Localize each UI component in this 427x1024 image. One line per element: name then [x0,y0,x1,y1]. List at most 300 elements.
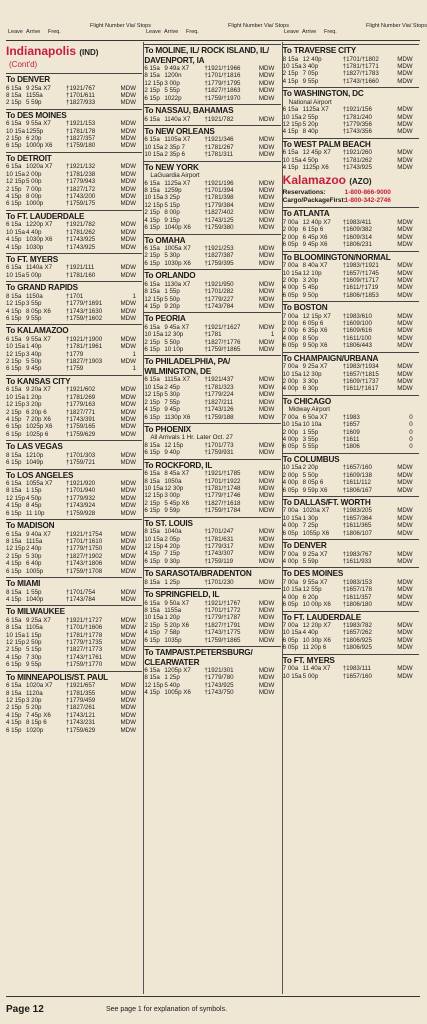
via-stops: MDW [397,113,413,121]
leave-time: 2 15p [144,398,160,406]
leave-time: 4 00p [282,334,299,342]
frequency [182,528,204,535]
arrive-time: 1049p [26,459,44,467]
frequency [44,128,66,135]
frequency [182,607,204,614]
schedule-row [144,682,280,689]
frequency [182,136,204,143]
arrive-time: 1020a X7 [302,507,330,515]
destination-block [6,253,142,279]
arrive-time: 1105a X7 [164,136,191,144]
arrive-time: 1105a [26,624,43,632]
frequency [44,510,66,517]
leave-time: 6 15p [6,567,22,575]
schedule-row [144,72,280,79]
flight-number: †1657/†1745 [342,269,379,277]
schedule-row [144,346,280,353]
schedule-columns [6,42,420,994]
flight-number: †1827/211 [204,398,234,406]
schedule-column [283,42,420,994]
via-stops: MDW [258,485,275,493]
frequency [182,151,204,158]
arrive-time: 3 20p [26,401,42,409]
arrive-time: 9 20p [164,302,180,310]
arrive-time: 1050a [164,477,182,485]
arrive-time: 1020a X7 [26,682,53,690]
via-stops: MDW [258,499,275,507]
leave-time: 2 15p [6,358,22,366]
leave-time: 6 15a [6,120,22,128]
schedule-row [283,601,419,608]
schedule-row [144,414,280,421]
arrive-time: 5 20p [302,120,319,128]
via-stops: MDW [120,682,136,690]
schedule-row [144,281,280,288]
schedule-row [6,531,142,538]
flight-number: †1781/178 [66,127,96,135]
leave-time: 10 15a [282,269,302,277]
arrive-time: 1130p X6 [164,413,191,421]
leave-time: 8 15a [144,441,160,449]
via-stops: MDW [120,711,136,719]
frequency [44,661,66,668]
destination-name: To KALAMAZOO [6,326,69,336]
via-stops: 1 [132,292,136,300]
header-arrive: Arrive [302,29,317,35]
destination-block [6,577,142,603]
frequency [182,303,204,310]
arrive-time: 1259p [164,187,182,195]
flight-number: †1983/767 [342,550,372,558]
schedule-row [6,221,142,228]
schedule-row [6,553,142,560]
flight-number: †1611/357 [342,593,372,601]
arrive-time: 9 55p [302,77,319,85]
via-stops: MDW [258,72,275,80]
leave-time: 8 15a [282,55,299,63]
flight-number: †1779/224 [204,391,234,399]
leave-time: 4 15p [144,550,160,558]
arrive-time: 9 25a X7 [26,616,51,624]
flight-number: †1781/†1961 [66,343,103,351]
via-stops: MDW [397,218,413,226]
via-stops: MDW [258,216,275,224]
leave-time: 6 05p [282,644,299,652]
flight-number: †1611/†1617 [342,385,379,393]
leave-time: 8 15a [6,537,22,545]
flight-number: †1743/†1761 [66,653,103,661]
flight-number: †1701/230 [204,578,234,586]
via-stops: MDW [120,459,136,467]
arrive-time: 6 35p X6 [302,327,328,335]
destination-name: To CHICAGO [282,396,331,406]
frequency [182,507,204,514]
destination-block [6,281,142,322]
destination-name: To FT. LAUDERDALE [6,211,85,221]
via-stops: MDW [120,689,136,697]
via-stops: 0 [409,421,413,429]
arrive-time: 1 55p [302,428,319,436]
schedule-row [6,639,142,646]
schedule-row [6,560,142,567]
flight-number: †1743/925 [204,681,234,689]
destination-name: To ST. LOUIS [144,518,193,528]
via-stops: MDW [120,99,136,107]
frequency [44,502,66,509]
via-stops: MDW [120,537,136,545]
flight-number: †1779/356 [342,120,372,128]
schedule-row [283,262,419,269]
frequency [321,363,343,370]
arrive-time: 3 40p [26,350,42,358]
flight-number: †1743/†1775 [204,629,241,637]
leave-time: 6 05p [282,529,299,537]
schedule-row [6,272,142,279]
frequency [182,614,204,621]
flight-number: †1743/231 [66,719,96,727]
flight-number: †1609/616 [342,327,372,335]
via-stops: MDW [120,135,136,143]
via-stops: MDW [397,377,413,385]
leave-time: 4 15p [144,406,160,414]
arrive-time: 9 30p [164,557,180,565]
via-stops: MDW [120,560,136,568]
schedule-row [6,178,142,185]
header-leave: Leave [284,29,299,35]
via-stops: 0 [409,436,413,443]
destination-note: LaGuardia Airport [150,172,200,180]
via-stops: MDW [397,55,413,63]
frequency [44,236,66,243]
leave-time: 4 15p [144,689,160,697]
frequency [321,371,343,378]
destination-name: To DES MOINES [282,569,344,579]
frequency [321,601,343,608]
via-stops: MDW [397,342,413,350]
schedule-row [6,480,142,487]
frequency [44,719,66,726]
leave-time: 6 05p [282,486,299,494]
frequency [182,558,204,565]
schedule-row [283,414,419,421]
leave-time: 10 15a [282,370,302,378]
flight-number: †1779/163 [66,401,96,409]
flight-number: †1806/925 [342,636,372,644]
frequency [182,478,204,485]
destination-block [283,539,419,565]
leave-time: 8 15a [6,91,22,99]
frequency [182,331,204,338]
arrive-time: 3 20p [26,696,42,704]
arrive-time: 1150a [26,292,43,300]
flight-number: †1983/205 [342,507,372,515]
arrive-time: 5 20p [26,704,42,712]
arrive-time: 8 45p [26,502,42,510]
schedule-row [283,234,419,241]
leave-time: 2 15p [282,70,299,78]
schedule-row [144,674,280,681]
leave-time: 4 15p [282,128,299,136]
schedule-row [6,423,142,430]
via-stops: MDW [120,335,136,343]
arrive-time: 1115a [26,537,43,545]
frequency [182,224,204,231]
schedule-row [6,409,142,416]
leave-time: 6 15a [144,65,160,72]
destination-block [283,87,419,136]
arrive-time: 3 00p [164,492,180,500]
schedule-row [144,600,280,607]
schedule-row [144,136,280,143]
frequency [44,617,66,624]
destination-block [144,567,280,586]
frequency [182,391,204,398]
schedule-row [6,704,142,711]
frequency [321,558,343,565]
via-stops: MDW [120,142,136,150]
flight-number: †1657/364 [342,514,372,522]
frequency [182,217,204,224]
schedule-row [144,80,280,87]
arrive-time: 1040p [26,595,44,603]
arrive-time: 6 20p [302,593,319,601]
arrive-time: 3 20p [302,276,319,284]
flight-number: †1806/180 [342,601,372,609]
leave-time: 2 15p [144,499,160,507]
destination-block [144,125,280,159]
via-stops: MDW [397,262,413,270]
flight-number: †1743/925 [342,164,372,172]
flight-number: †1743/121 [66,711,96,719]
schedule-row [283,270,419,277]
frequency [182,209,204,216]
via-stops: 0 [409,413,413,421]
schedule-row [283,644,419,651]
arrive-time: 1155a [26,91,43,99]
arrive-time: 1220p X7 [26,221,53,229]
schedule-row [6,171,142,178]
frequency [44,538,66,545]
flight-number: †1743/784 [66,595,96,603]
arrive-time: 9 55a X7 [26,335,51,343]
arrive-time: 5 59p [26,99,42,107]
arrive-time: 3 40p [302,62,319,70]
frequency [321,56,343,63]
frequency [321,579,343,586]
leave-time: 12 15p [6,696,25,704]
schedule-row [6,727,142,734]
flight-number: †1779/317 [204,542,234,550]
leave-time: 4 00p [282,557,299,565]
flight-number: †1779/384 [204,201,234,209]
arrive-time: 1120a [26,689,43,697]
leave-time: 10 15a [6,631,25,639]
via-stops: MDW [258,209,275,217]
schedule-row [144,303,280,310]
schedule-row [6,142,142,149]
arrive-time: 2 20p [302,464,319,472]
arrive-time: 11 40a X7 [302,665,331,673]
arrive-time: 9 25a X7 [302,550,328,558]
via-stops: MDW [397,284,413,292]
via-stops: MDW [397,665,413,673]
schedule-row [283,371,419,378]
leave-time: 2 15p [6,135,22,143]
via-stops: MDW [397,601,413,609]
schedule-row [6,135,142,142]
arrive-time: 6 05p 6 [302,320,324,328]
flight-number: †1781/238 [66,170,96,178]
arrive-time: 9 45a X7 [164,323,190,331]
arrive-time: 3 55p [302,436,319,443]
flight-number: †1609/314 [342,233,372,241]
schedule-row [6,163,142,170]
flight-number: †1827/†1863 [204,87,241,95]
frequency [44,336,66,343]
frequency [321,637,343,644]
via-stops: MDW [258,143,275,151]
frequency [44,178,66,185]
leave-time: 2 15p [6,704,22,712]
arrive-time: 12 30p [164,485,184,493]
schedule-row [144,151,280,158]
destination-block [6,210,142,251]
flight-number: †1781/262 [342,156,372,164]
destination-block [6,440,142,466]
flight-number: †1827/†1618 [204,499,241,507]
via-stops: 1 [270,331,275,339]
via-stops: MDW [120,624,136,632]
flight-number: †1743/†1630 [66,307,103,315]
arrive-time: 1255p [26,127,44,135]
frequency [182,500,204,507]
schedule-row [144,252,280,259]
frequency [321,629,343,636]
destination-block [6,375,142,438]
flight-number: †1701/754 [66,588,96,596]
frequency [321,429,343,436]
schedule-row [283,128,419,135]
arrive-time: 12 20p X7 [302,622,331,629]
leave-time: 4 00p [282,522,299,530]
via-stops: MDW [258,201,275,209]
frequency [44,682,66,689]
frequency [321,70,343,77]
schedule-row [6,394,142,401]
arrive-time: 4 40p [302,629,319,637]
flight-number: †1609 [342,428,360,436]
schedule-row [144,144,280,151]
schedule-row [6,495,142,502]
flight-number: †1759/†1865 [204,346,241,354]
via-stops: MDW [120,314,136,322]
leave-time: 2 15p [6,552,22,560]
destination-name: To ORLANDO [144,271,196,281]
frequency [321,665,343,672]
via-stops: MDW [397,226,413,234]
frequency [321,234,343,241]
flight-number: †1921/920 [66,480,96,488]
leave-time: 6 15a [144,179,160,187]
schedule-row [6,452,142,459]
schedule-row [283,436,419,443]
frequency [182,72,204,79]
arrive-time: 1022p [164,94,182,102]
schedule-row [283,106,419,113]
leave-time: 10 15a [282,514,302,522]
schedule-row [6,193,142,200]
arrive-time: 9 50p [302,291,319,299]
flight-number: †1827/†1773 [66,646,103,654]
frequency [44,308,66,315]
contact-line [283,189,419,197]
frequency [182,637,204,644]
via-stops: MDW [258,383,275,391]
via-stops: MDW [120,185,136,193]
arrive-time: 12 30p [164,331,184,339]
arrive-time: 9 25a X7 [26,84,51,92]
leave-time: 6 15p [6,459,22,467]
via-stops: MDW [120,530,136,538]
frequency [44,624,66,631]
via-stops: MDW [120,84,136,92]
frequency [321,472,343,479]
via-stops: MDW [397,120,413,128]
flight-number: †1779/932 [66,494,96,502]
arrive-time: 9 50p X6 [302,342,328,350]
schedule-row [6,293,142,300]
schedule-row [283,558,419,565]
frequency [321,487,343,494]
frequency [44,315,66,322]
leave-time: 6 15a [6,221,22,229]
frequency [321,164,343,171]
destination-block [283,496,419,537]
arrive-time: 5 40p [164,681,180,689]
column-header [6,12,151,40]
arrive-time: 6 30p [302,385,319,393]
via-stops: MDW [120,494,136,502]
arrive-time: 7 55p [164,398,180,406]
flight-number: †1806/925 [342,644,372,652]
leave-time: 12 15p [6,401,25,409]
destination-block [283,567,419,608]
destination-name: To DENVER [6,75,50,84]
arrive-time: 5 55p [164,87,180,95]
leave-time: 10 15a [144,151,164,159]
leave-time: 8 15a [144,72,160,80]
destination-name: To PHILADELPHIA, PA/ WILMINGTON, DE [144,357,231,376]
schedule-row [6,365,142,372]
frequency [182,116,204,123]
flight-number: †1657/178 [342,586,372,594]
arrive-time: 1000p X6 [26,142,53,150]
schedule-row [6,200,142,207]
leave-time: 6 15p [144,636,160,644]
schedule-row [144,296,280,303]
arrive-time: 1005p [26,567,44,575]
header-via: Via/ Stops [264,23,289,29]
flight-number: †1611/†1719 [342,284,379,292]
via-stops: MDW [397,586,413,594]
frequency [44,92,66,99]
schedule-row [144,180,280,187]
arrive-time: 9 25a X7 [302,363,328,371]
flight-number: †1921/657 [66,682,96,690]
frequency [182,245,204,252]
leave-time: 4 00p [282,284,299,292]
flight-number: †1983/610 [342,312,372,320]
